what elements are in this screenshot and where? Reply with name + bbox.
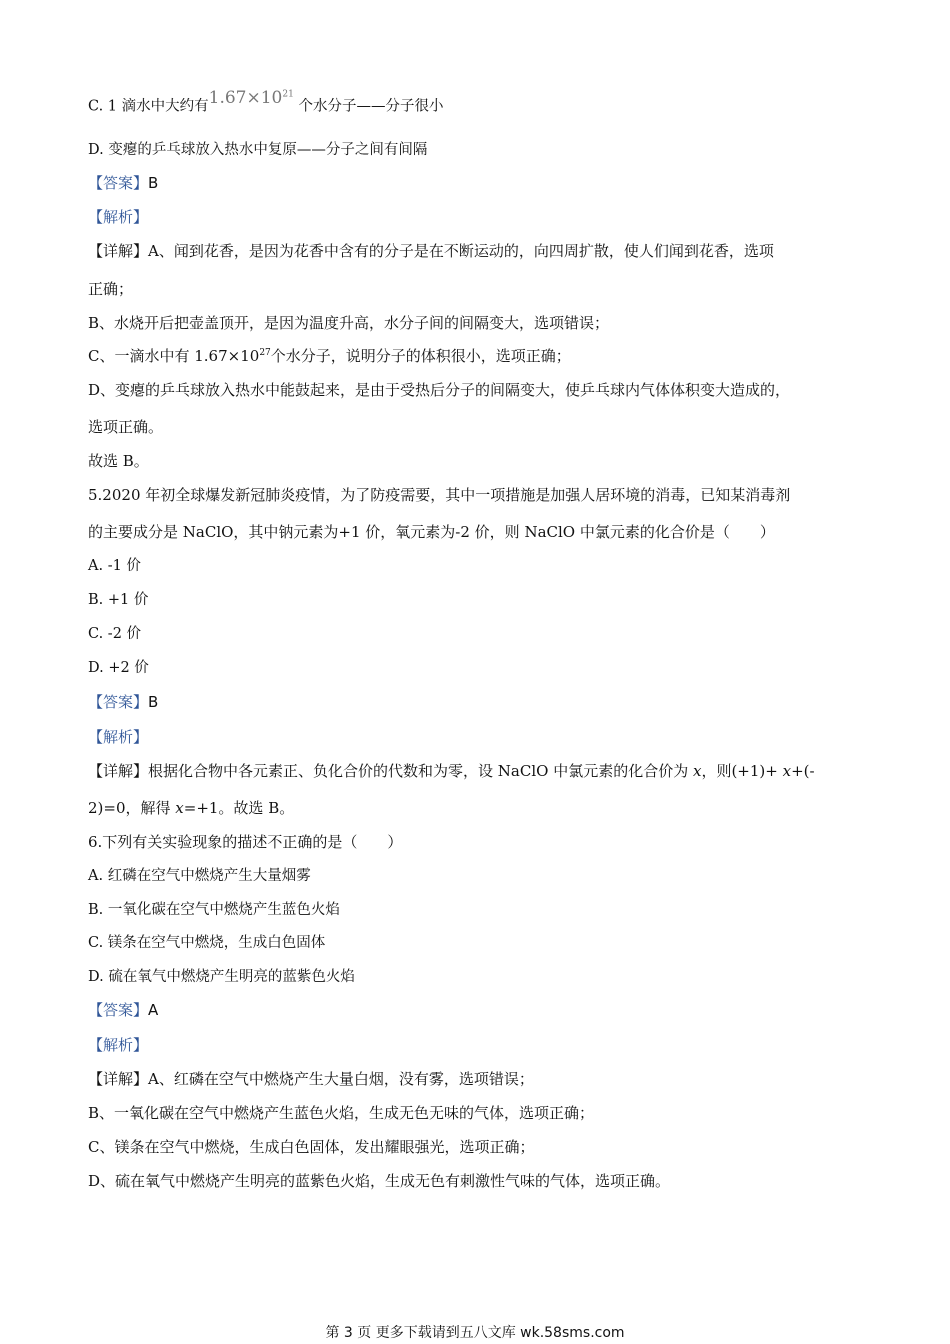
- answer-line-q5: [88, 692, 158, 712]
- detail-line-5: 故选 B。: [88, 452, 149, 470]
- answer-line-q6: [88, 1000, 158, 1020]
- page-footer: 第 3 页 更多下载请到五八文库 wk.58sms.com: [325, 1325, 625, 1341]
- answer-line-q4: [88, 173, 158, 193]
- answer-tag: 【答案】: [88, 1001, 149, 1019]
- formula-exponent: 21: [282, 89, 294, 99]
- formula-times: ×10: [246, 87, 283, 108]
- question-5-line-1: 5.2020 年初全球爆发新冠肺炎疫情，为了防疫需要，其中一项措施是加强人居环境的消毒，已知某消毒剂: [88, 486, 791, 504]
- q6-option-c: C. 镁条在空气中燃烧，生成白色固体: [88, 935, 326, 951]
- detail-line-2: B、水烧开后把壶盖顶开，是因为温度升高，水分子间的间隔变大，选项错误；: [88, 314, 610, 332]
- detail-text: 根据化合物中各元素正、负化合价的代数和为零，设 NaClO 中氯元素的化合价为: [148, 762, 693, 780]
- detail-tag: 【详解】: [88, 242, 149, 260]
- answer-tag: 【答案】: [88, 693, 149, 711]
- question-5-line-2: 的主要成分是 NaClO，其中钠元素为+1 价，氧元素为-2 价，则 NaClO 中氯元素的化合价是（ ）: [88, 523, 775, 541]
- detail-text: +(-: [791, 762, 815, 780]
- detail-line-1: [88, 241, 774, 261]
- q5-detail-line-2: [88, 798, 294, 818]
- answer-value: B: [148, 174, 159, 192]
- q5-detail-line-1: [88, 761, 815, 781]
- option-suffix: 个水分子——分子很小: [298, 98, 444, 115]
- detail-text: 个水分子，说明分子的体积很小，选项正确；: [270, 347, 571, 365]
- analysis-tag-q6: [88, 1035, 148, 1055]
- analysis-tag-q5: [88, 727, 148, 747]
- q6-detail-line-3: C、镁条在空气中燃烧，生成白色固体，发出耀眼强光，选项正确；: [88, 1138, 535, 1156]
- option-c-prev: [88, 87, 444, 117]
- variable-x: x: [782, 762, 792, 780]
- detail-text: 2)=0，解得: [88, 799, 176, 817]
- variable-x: x: [175, 799, 184, 817]
- option-text: C. 1 滴水中大约有: [88, 98, 209, 115]
- q6-detail-line-2: B、一氧化碳在空气中燃烧产生蓝色火焰，生成无色无味的气体，选项正确；: [88, 1104, 595, 1122]
- q5-option-a: A. -1 价: [88, 558, 141, 574]
- detail-text: ，则(+1)+: [701, 762, 783, 780]
- question-6-line-1: 6.下列有关实验现象的描述不正确的是（ ）: [88, 833, 403, 851]
- q6-detail-line-1: [88, 1069, 534, 1089]
- detail-text: A、红磷在空气中燃烧产生大量白烟，没有雾，选项错误；: [148, 1070, 534, 1088]
- detail-line-1b: 正确；: [88, 280, 134, 298]
- detail-line-4b: 选项正确。: [88, 418, 164, 436]
- detail-tag: 【详解】: [88, 762, 149, 780]
- formula-number: 1.67: [208, 87, 247, 108]
- q6-option-d: D. 硫在氧气中燃烧产生明亮的蓝紫色火焰: [88, 969, 355, 985]
- q6-detail-line-4: D、硫在氧气中燃烧产生明亮的蓝紫色火焰，生成无色有刺激性气味的气体，选项正确。: [88, 1172, 671, 1190]
- q5-option-d: D. +2 价: [88, 660, 149, 676]
- analysis-tag: 【解析】: [88, 1036, 149, 1054]
- option-d-prev: D. 变瘪的乒乓球放入热水中复原——分子之间有间隔: [88, 142, 428, 158]
- formula: [209, 88, 294, 108]
- detail-text: =+1。故选 B。: [183, 799, 295, 817]
- analysis-tag-q4: [88, 207, 148, 227]
- q6-option-a: A. 红磷在空气中燃烧产生大量烟雾: [88, 868, 311, 884]
- answer-tag: 【答案】: [88, 174, 149, 192]
- detail-text: C、一滴水中有 1.67×10: [88, 347, 260, 365]
- answer-value: B: [148, 693, 159, 711]
- analysis-tag: 【解析】: [88, 208, 149, 226]
- q6-option-b: B. 一氧化碳在空气中燃烧产生蓝色火焰: [88, 902, 340, 918]
- detail-tag: 【详解】: [88, 1070, 149, 1088]
- exponent: 27: [259, 348, 271, 358]
- answer-value: A: [148, 1001, 159, 1019]
- analysis-tag: 【解析】: [88, 728, 149, 746]
- detail-line-3: [88, 346, 571, 369]
- detail-text: A、闻到花香，是因为花香中含有的分子是在不断运动的，向四周扩散，使人们闻到花香，选项: [148, 242, 774, 260]
- detail-line-4: D、变瘪的乒乓球放入热水中能鼓起来，是由于受热后分子的间隔变大，使乒乓球内气体体积变大造成的，: [88, 381, 791, 399]
- q5-option-c: C. -2 价: [88, 626, 142, 642]
- variable-x: x: [692, 762, 702, 780]
- q5-option-b: B. +1 价: [88, 592, 149, 608]
